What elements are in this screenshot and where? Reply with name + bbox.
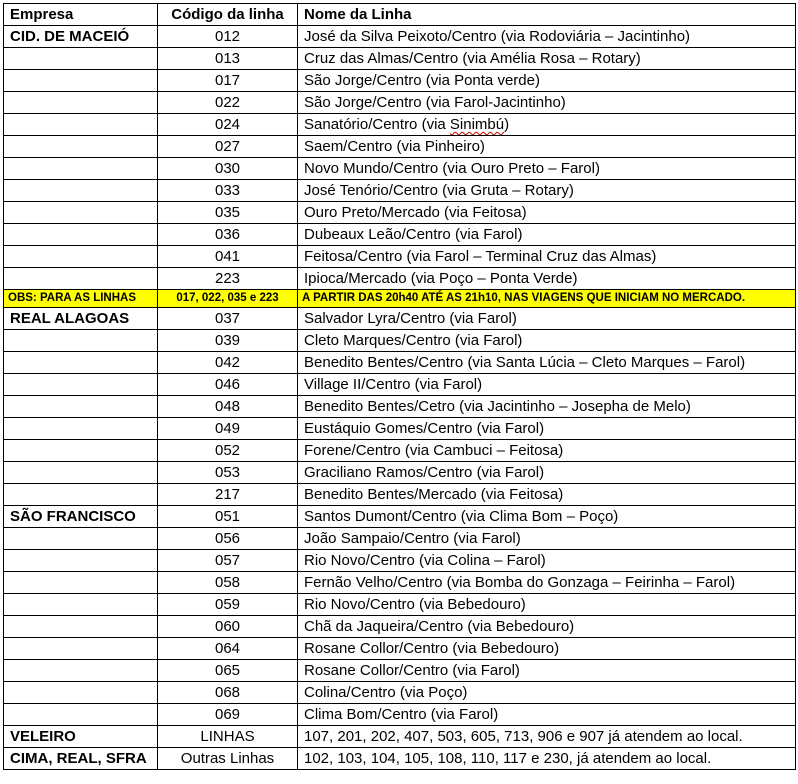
company-cell bbox=[4, 48, 158, 70]
line-name-cell: Ipioca/Mercado (via Poço – Ponta Verde) bbox=[298, 268, 796, 290]
table-row bbox=[4, 682, 796, 704]
line-name-cell: São Jorge/Centro (via Farol-Jacintinho) bbox=[298, 92, 796, 114]
line-code-cell: 056 bbox=[158, 528, 298, 550]
line-name-part: ) bbox=[504, 116, 510, 133]
line-name-cell: Cleto Marques/Centro (via Farol) bbox=[298, 330, 796, 352]
table-row bbox=[4, 202, 796, 224]
company-cell bbox=[4, 660, 158, 682]
header-line-name: Nome da Linha bbox=[298, 4, 796, 26]
line-name-cell: João Sampaio/Centro (via Farol) bbox=[298, 528, 796, 550]
company-cell: SÃO FRANCISCO bbox=[4, 506, 158, 528]
table-row bbox=[4, 224, 796, 246]
line-code-cell: 035 bbox=[158, 202, 298, 224]
line-code-cell: LINHAS bbox=[158, 726, 298, 748]
bus-lines-table bbox=[3, 3, 796, 770]
line-code-cell: 051 bbox=[158, 506, 298, 528]
table-row bbox=[4, 418, 796, 440]
company-cell bbox=[4, 268, 158, 290]
line-name-cell: Benedito Bentes/Centro (via Santa Lúcia – Cleto Marques – Farol) bbox=[298, 352, 796, 374]
table-row bbox=[4, 462, 796, 484]
line-name-cell: Feitosa/Centro (via Farol – Terminal Cruz das Almas) bbox=[298, 246, 796, 268]
line-code-cell: 048 bbox=[158, 396, 298, 418]
company-cell bbox=[4, 638, 158, 660]
table-row bbox=[4, 396, 796, 418]
company-cell: REAL ALAGOAS bbox=[4, 308, 158, 330]
line-code-cell: 013 bbox=[158, 48, 298, 70]
line-code-cell: 217 bbox=[158, 484, 298, 506]
table-row bbox=[4, 352, 796, 374]
line-name-cell: Graciliano Ramos/Centro (via Farol) bbox=[298, 462, 796, 484]
company-cell bbox=[4, 70, 158, 92]
company-cell bbox=[4, 352, 158, 374]
line-name-cell: Saem/Centro (via Pinheiro) bbox=[298, 136, 796, 158]
table-row bbox=[4, 70, 796, 92]
line-code-cell: 033 bbox=[158, 180, 298, 202]
table-row bbox=[4, 440, 796, 462]
company-cell bbox=[4, 550, 158, 572]
line-code-cell: 223 bbox=[158, 268, 298, 290]
header-line-code: Código da linha bbox=[158, 4, 298, 26]
company-cell: CID. DE MACEIÓ bbox=[4, 26, 158, 48]
company-cell bbox=[4, 484, 158, 506]
line-name-cell: Rio Novo/Centro (via Colina – Farol) bbox=[298, 550, 796, 572]
obs-label: OBS: PARA AS LINHAS bbox=[4, 290, 158, 308]
table-row bbox=[4, 330, 796, 352]
table-row bbox=[4, 48, 796, 70]
line-name-cell: Novo Mundo/Centro (via Ouro Preto – Farol) bbox=[298, 158, 796, 180]
line-name-cell: Ouro Preto/Mercado (via Feitosa) bbox=[298, 202, 796, 224]
header-row bbox=[4, 4, 796, 26]
company-cell bbox=[4, 418, 158, 440]
company-cell bbox=[4, 572, 158, 594]
table-row bbox=[4, 660, 796, 682]
line-code-cell: 017 bbox=[158, 70, 298, 92]
line-name-cell: Clima Bom/Centro (via Farol) bbox=[298, 704, 796, 726]
company-cell bbox=[4, 462, 158, 484]
company-cell bbox=[4, 246, 158, 268]
line-name-cell: 107, 201, 202, 407, 503, 605, 713, 906 e 907 já atendem ao local. bbox=[298, 726, 796, 748]
obs-text: A PARTIR DAS 20h40 ATÉ AS 21h10, NAS VIAGENS QUE INICIAM NO MERCADO. bbox=[298, 290, 796, 308]
line-code-cell: 060 bbox=[158, 616, 298, 638]
table-row bbox=[4, 92, 796, 114]
line-code-cell: 042 bbox=[158, 352, 298, 374]
company-cell bbox=[4, 114, 158, 136]
table-row bbox=[4, 246, 796, 268]
company-cell bbox=[4, 616, 158, 638]
company-cell bbox=[4, 374, 158, 396]
line-name-cell: Dubeaux Leão/Centro (via Farol) bbox=[298, 224, 796, 246]
line-name-cell: Colina/Centro (via Poço) bbox=[298, 682, 796, 704]
table-row bbox=[4, 726, 796, 748]
line-code-cell: 057 bbox=[158, 550, 298, 572]
table-row bbox=[4, 748, 796, 770]
company-cell bbox=[4, 594, 158, 616]
company-cell bbox=[4, 528, 158, 550]
line-code-cell: 046 bbox=[158, 374, 298, 396]
line-code-cell: 064 bbox=[158, 638, 298, 660]
line-code-cell: 037 bbox=[158, 308, 298, 330]
table-row bbox=[4, 528, 796, 550]
company-cell bbox=[4, 330, 158, 352]
table-row bbox=[4, 158, 796, 180]
spellcheck-word: Sinimbú bbox=[449, 116, 505, 133]
company-cell bbox=[4, 224, 158, 246]
table-row bbox=[4, 572, 796, 594]
company-cell: VELEIRO bbox=[4, 726, 158, 748]
company-cell: CIMA, REAL, SFRA bbox=[4, 748, 158, 770]
line-code-cell: 053 bbox=[158, 462, 298, 484]
company-cell bbox=[4, 704, 158, 726]
line-name-cell: Rio Novo/Centro (via Bebedouro) bbox=[298, 594, 796, 616]
table-row bbox=[4, 268, 796, 290]
line-code-cell: 012 bbox=[158, 26, 298, 48]
line-code-cell: 052 bbox=[158, 440, 298, 462]
obs-lines: 017, 022, 035 e 223 bbox=[158, 290, 298, 308]
line-code-cell: 041 bbox=[158, 246, 298, 268]
company-cell bbox=[4, 202, 158, 224]
table-row bbox=[4, 550, 796, 572]
table-row bbox=[4, 374, 796, 396]
line-name-cell: Village II/Centro (via Farol) bbox=[298, 374, 796, 396]
table-row bbox=[4, 638, 796, 660]
line-code-cell: 030 bbox=[158, 158, 298, 180]
line-name-cell: Santos Dumont/Centro (via Clima Bom – Poço) bbox=[298, 506, 796, 528]
line-name-cell: Fernão Velho/Centro (via Bomba do Gonzaga – Feirinha – Farol) bbox=[298, 572, 796, 594]
line-code-cell: 049 bbox=[158, 418, 298, 440]
line-code-cell: Outras Linhas bbox=[158, 748, 298, 770]
line-name-cell: Salvador Lyra/Centro (via Farol) bbox=[298, 308, 796, 330]
line-name-cell: Benedito Bentes/Cetro (via Jacintinho – Josepha de Melo) bbox=[298, 396, 796, 418]
company-cell bbox=[4, 440, 158, 462]
header-company: Empresa bbox=[4, 4, 158, 26]
table-row bbox=[4, 180, 796, 202]
table-row bbox=[4, 308, 796, 330]
line-name-cell: São Jorge/Centro (via Ponta verde) bbox=[298, 70, 796, 92]
company-cell bbox=[4, 136, 158, 158]
table-row bbox=[4, 506, 796, 528]
line-name-cell: Cruz das Almas/Centro (via Amélia Rosa – Rotary) bbox=[298, 48, 796, 70]
line-name-cell: José Tenório/Centro (via Gruta – Rotary) bbox=[298, 180, 796, 202]
company-cell bbox=[4, 180, 158, 202]
company-cell bbox=[4, 158, 158, 180]
table-row bbox=[4, 484, 796, 506]
line-code-cell: 069 bbox=[158, 704, 298, 726]
line-code-cell: 024 bbox=[158, 114, 298, 136]
line-code-cell: 065 bbox=[158, 660, 298, 682]
table-row bbox=[4, 136, 796, 158]
line-name-cell: Forene/Centro (via Cambuci – Feitosa) bbox=[298, 440, 796, 462]
line-name-cell: Rosane Collor/Centro (via Farol) bbox=[298, 660, 796, 682]
table-row bbox=[4, 594, 796, 616]
company-cell bbox=[4, 92, 158, 114]
company-cell bbox=[4, 396, 158, 418]
line-name-cell: 102, 103, 104, 105, 108, 110, 117 e 230, já atendem ao local. bbox=[298, 748, 796, 770]
line-name-part: Sanatório/Centro (via bbox=[304, 116, 450, 133]
line-code-cell: 036 bbox=[158, 224, 298, 246]
table-row bbox=[4, 704, 796, 726]
line-code-cell: 027 bbox=[158, 136, 298, 158]
line-name-cell: Chã da Jaqueira/Centro (via Bebedouro) bbox=[298, 616, 796, 638]
obs-row bbox=[4, 290, 796, 308]
line-name-cell: José da Silva Peixoto/Centro (via Rodoviária – Jacintinho) bbox=[298, 26, 796, 48]
line-name-cell: Rosane Collor/Centro (via Bebedouro) bbox=[298, 638, 796, 660]
line-code-cell: 039 bbox=[158, 330, 298, 352]
line-code-cell: 068 bbox=[158, 682, 298, 704]
line-code-cell: 059 bbox=[158, 594, 298, 616]
company-cell bbox=[4, 682, 158, 704]
line-code-cell: 022 bbox=[158, 92, 298, 114]
line-name-cell: Benedito Bentes/Mercado (via Feitosa) bbox=[298, 484, 796, 506]
table-row bbox=[4, 26, 796, 48]
line-name-cell bbox=[298, 114, 796, 136]
table-row bbox=[4, 114, 796, 136]
table-row bbox=[4, 616, 796, 638]
line-code-cell: 058 bbox=[158, 572, 298, 594]
line-name-cell: Eustáquio Gomes/Centro (via Farol) bbox=[298, 418, 796, 440]
